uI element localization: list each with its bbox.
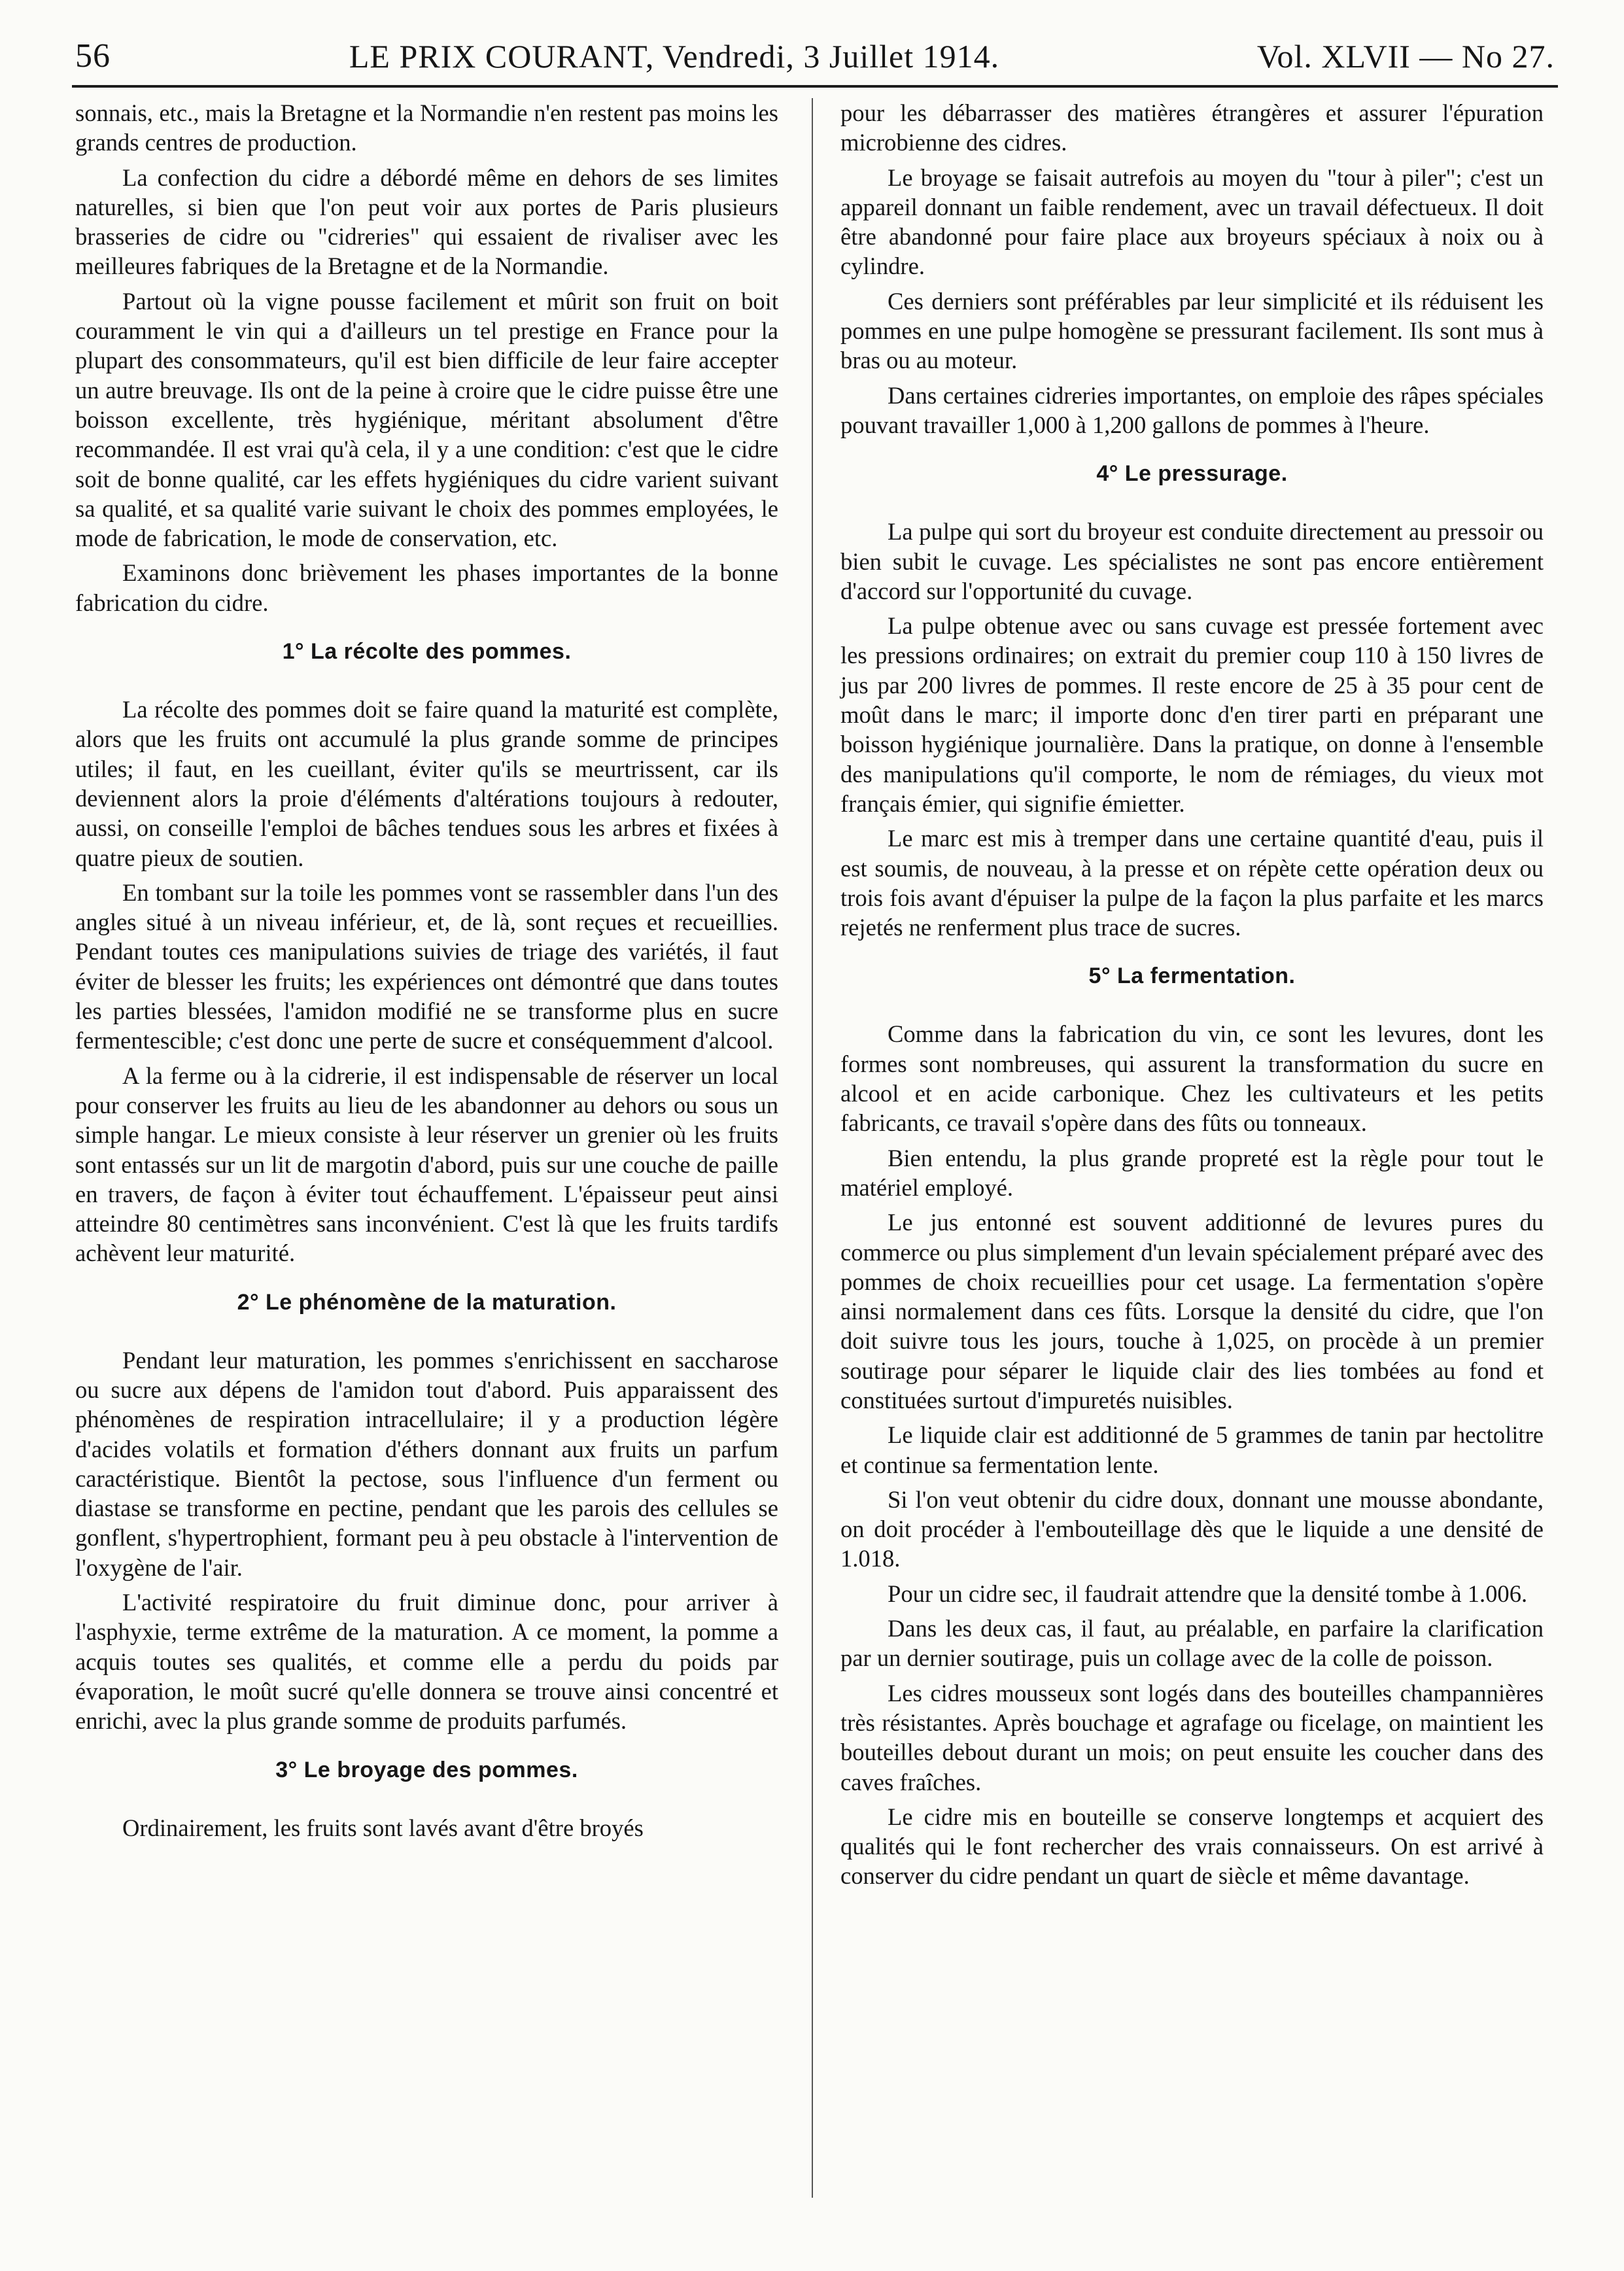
paragraph: La récolte des pommes doit se faire quand la maturité est complète, alors que les fruits ont accumulé la plus grande somme de principes utiles; il faut, en les cueillant, éviter qu'ils se meurtrissent, car ils deviennent alors la proie d'éléments d'altérations toujours à redouter, aussi, on conseille l'emploi de bâches tendues sous les arbres et fixées à quatre pieux de soutien. <box>75 696 778 871</box>
paragraph: Bien entendu, la plus grande propreté est la règle pour tout le matériel employé. <box>840 1144 1544 1201</box>
paragraph: La confection du cidre a débordé même en dehors de ses limites naturelles, si bien que l'on peut voir aux portes de Paris plusieurs brasseries de cidre ou "cidreries" qui essaient de rivaliser avec les meilleures fabriques de la Bretagne et de la Normandie. <box>75 164 778 280</box>
paragraph: A la ferme ou à la cidrerie, il est indispensable de réserver un local pour conserver les fruits au lieu de les abandonner au dehors ou sous un simple hangar. Le mieux consiste à leur réserver un grenier où les fruits sont entassés sur un lit de margotin d'abord, puis sur une couche de paille en travers, de façon à éviter tout échauffement. L'épaisseur peut ainsi atteindre 80 centimètres sans inconvénient. C'est là que les fruits tardifs achèvent leur maturité. <box>75 1062 778 1267</box>
left-column <box>75 98 778 1848</box>
section-heading: 1° La récolte des pommes. <box>282 639 572 665</box>
paragraph: Ordinairement, les fruits sont lavés avant d'être broyés <box>122 1814 644 1841</box>
paragraph: sonnais, etc., mais la Bretagne et la Normandie n'en restent pas moins les grands centres de production. <box>75 99 778 156</box>
section-heading: 5° La fermentation. <box>1088 963 1296 989</box>
section-heading: 3° Le broyage des pommes. <box>275 1757 578 1782</box>
paragraph: Pendant leur maturation, les pommes s'enrichissent en saccharose ou sucre aux dépens de l'amidon tout d'abord. Puis apparaissent des phénomènes de respiration intracellulaire; il y a production légère d'acides volatils et formation d'éthers donnant aux fruits un parfum caractéristique. Bientôt la pectose, sous l'influence d'un ferment ou diastase se transforme en pectine, pendant que les parois des cellules se gonflent, s'hypertrophient, formant peu à peu obstacle à l'intervention de l'oxygène de l'air. <box>75 1346 778 1581</box>
paragraph: Examinons donc brièvement les phases importantes de la bonne fabrication du cidre. <box>75 559 778 616</box>
paragraph: En tombant sur la toile les pommes vont se rassembler dans l'un des angles situé à un niveau inférieur, et, de là, sont reçues et recueillies. Pendant toutes ces manipulations suivies de triage des variétés, il faut éviter de blesser les fruits; les expériences ont démontré que dans toutes les parties blessées, l'amidon modifié ne se transforme plus en sucre fermentescible; c'est donc une perte de sucre et conséquemment d'alcool. <box>75 878 778 1054</box>
paragraph: L'activité respiratoire du fruit diminue donc, pour arriver à l'asphyxie, terme extrême de la maturation. A ce moment, la pomme a acquis toutes ses qualités, et comme elle a perdu du poids par évaporation, le moût sucré qu'elle donnera se trouve ainsi concentré et enrichi, avec la plus grande somme de produits parfumés. <box>75 1589 778 1735</box>
section-heading: 4° Le pressurage. <box>1096 461 1288 487</box>
paragraph: Comme dans la fabrication du vin, ce sont les levures, dont les formes sont nombreuses, qui assurent la transformation du sucre en alcool et en acide carbonique. Chez les cultivateurs et les petits fabricants, ce travail s'opère dans des fûts ou tonneaux. <box>840 1020 1544 1137</box>
paragraph: Le broyage se faisait autrefois au moyen du "tour à piler"; c'est un appareil donnant un faible rendement, avec un travail défectueux. Il doit être abandonné pour faire place aux broyeurs spéciaux à noix ou à cylindre. <box>840 164 1544 280</box>
paragraph: La pulpe obtenue avec ou sans cuvage est pressée fortement avec les pressions ordinaires; on extrait du premier coup 110 à 150 livres de jus par 200 livres de pommes. Il reste encore de 25 à 35 pour cent de moût dans le marc; il importe donc d'en tirer parti en préparant une boisson hygiénique journalière. Dans la pratique, on donne à l'ensemble des manipulations qu'il comporte, le nom de rémiages, du vieux mot français émier, qui signifie émietter. <box>840 612 1544 817</box>
paragraph: Partout où la vigne pousse facilement et mûrit son fruit on boit couramment le vin qui a d'ailleurs un tel prestige en France pour la plupart des consommateurs, qu'il est bien difficile de leur faire accepter un autre breuvage. Ils ont de la peine à croire que le cidre puisse être une boisson excellente, très hygiénique, méritant absolument d'être recommandée. Il est vrai qu'à cela, il y a une condition: c'est que le cidre soit de bonne qualité, car les effets hygiéniques du cidre varient suivant sa qualité, et sa qualité varie suivant le choix des pommes employées, le mode de fabrication, le mode de conservation, etc. <box>75 287 778 552</box>
paragraph: Les cidres mousseux sont logés dans des bouteilles champannières très résistantes. Après bouchage et agrafage ou ficelage, on maintient les bouteilles debout durant un mois; on peut ensuite les coucher dans des caves fraîches. <box>840 1679 1544 1795</box>
paragraph: Si l'on veut obtenir du cidre doux, donnant une mousse abondante, on doit procéder à l'embouteillage dès que le liquide a une densité de 1.018. <box>840 1485 1544 1572</box>
paragraph: Le liquide clair est additionné de 5 grammes de tanin par hectolitre et continue sa fermentation lente. <box>840 1421 1544 1478</box>
page-header <box>75 30 1555 82</box>
paragraph: Dans certaines cidreries importantes, on emploie des râpes spéciales pouvant travailler 1,000 à 1,200 gallons de pommes à l'heure. <box>840 381 1544 438</box>
right-column <box>840 98 1544 1896</box>
page-number: 56 <box>75 37 111 75</box>
header-rule <box>72 85 1558 88</box>
paragraph: Pour un cidre sec, il faudrait attendre que la densité tombe à 1.006. <box>888 1580 1528 1607</box>
paragraph: Ces derniers sont préférables par leur simplicité et ils réduisent les pommes en une pulpe homogène se pressurant facilement. Ils sont mus à bras ou au moteur. <box>840 287 1544 374</box>
paragraph: Le cidre mis en bouteille se conserve longtemps et acquiert des qualités qui le font rechercher des vrais connaisseurs. On est arrivé à conserver du cidre pendant un quart de siècle et même davantage. <box>840 1803 1544 1890</box>
paragraph: Le jus entonné est souvent additionné de levures pures du commerce ou plus simplement d'un levain spécialement préparé avec des pommes de choix recueillies pour cet usage. La fermentation s'opère ainsi normalement dans ces fûts. Lorsque la densité du cidre, que l'on doit suivre tous les jours, touche à 1,025, on procède à un premier soutirage pour séparer le liquide clair des lies tombées au fond et constituées surtout d'impuretés nuisibles. <box>840 1209 1544 1413</box>
paragraph: Dans les deux cas, il faut, au préalable, en parfaire la clarification par un dernier soutirage, puis un collage avec de la colle de poisson. <box>840 1615 1544 1672</box>
section-heading: 2° Le phénomène de la maturation. <box>237 1289 617 1315</box>
paragraph: Le marc est mis à tremper dans une certaine quantité d'eau, puis il est soumis, de nouveau, à la presse et on répète cette opération deux ou trois fois avant d'épuiser la pulpe de la façon la plus parfaite et les marcs rejetés ne renferment plus trace de sucres. <box>840 825 1544 941</box>
volume-number: Vol. XLVII — No 27. <box>1256 38 1555 75</box>
column-divider <box>812 98 813 2198</box>
paragraph: La pulpe qui sort du broyeur est conduite directement au pressoir ou bien subit le cuvage. Les spécialistes ne sont pas encore entièrement d'accord sur l'opportunité du cuvage. <box>840 518 1544 604</box>
paragraph: pour les débarrasser des matières étrangères et assurer l'épuration microbienne des cidres. <box>840 99 1544 156</box>
newspaper-title: LE PRIX COURANT, Vendredi, 3 Juillet 1914. <box>349 38 1000 75</box>
